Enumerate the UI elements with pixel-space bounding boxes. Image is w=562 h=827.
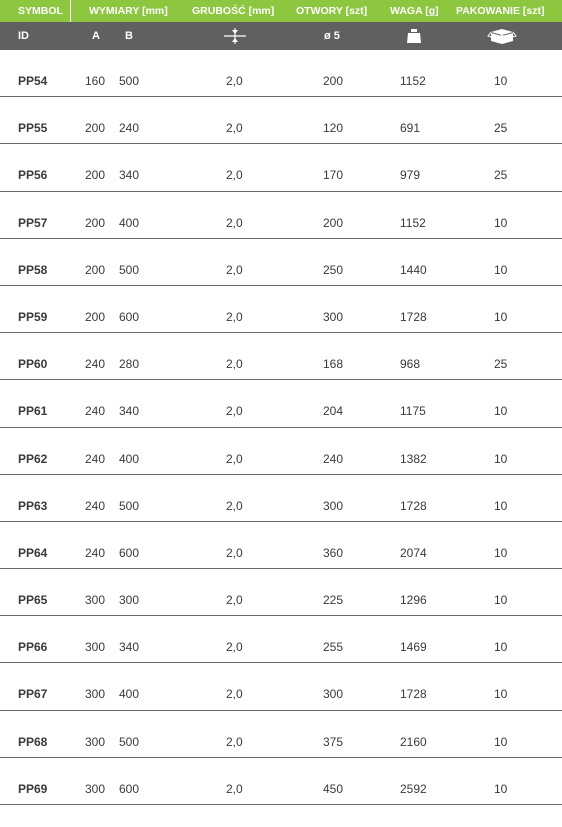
cell-holes: 120 xyxy=(323,121,344,136)
subheader-a: A xyxy=(92,30,100,42)
cell-symbol: PP54 xyxy=(18,74,48,88)
cell-dim-b: 240 xyxy=(119,121,140,136)
header-packaging: PAKOWANIE [szt] xyxy=(456,5,545,17)
cell-holes: 255 xyxy=(323,640,344,655)
cell-dim-a: 300 xyxy=(85,687,106,702)
cell-dim-a: 240 xyxy=(85,498,106,513)
weight-icon xyxy=(406,28,422,44)
cell-dim-b: 600 xyxy=(119,545,140,560)
table-row xyxy=(0,333,562,380)
subheader-b: B xyxy=(125,30,133,42)
cell-symbol: PP65 xyxy=(18,593,48,608)
cell-dim-a: 300 xyxy=(85,640,106,655)
cell-packaging: 10 xyxy=(494,687,508,702)
table-subheader xyxy=(0,22,562,50)
cell-packaging: 10 xyxy=(494,404,508,419)
cell-dim-b: 400 xyxy=(119,451,140,466)
cell-holes: 250 xyxy=(323,262,344,277)
cell-weight: 968 xyxy=(400,357,421,372)
cell-holes: 200 xyxy=(323,215,344,230)
cell-holes: 204 xyxy=(323,404,344,419)
table-row xyxy=(0,616,562,663)
header-weight: WAGA [g] xyxy=(390,5,439,17)
cell-weight: 1440 xyxy=(400,262,427,277)
cell-packaging: 10 xyxy=(494,593,508,608)
cell-dim-a: 240 xyxy=(85,404,106,419)
cell-thickness: 2,0 xyxy=(226,593,243,608)
cell-dim-b: 500 xyxy=(119,262,140,277)
cell-packaging: 10 xyxy=(494,734,508,749)
table-body xyxy=(0,50,562,805)
cell-thickness: 2,0 xyxy=(226,74,243,88)
cell-symbol: PP58 xyxy=(18,262,48,277)
cell-symbol: PP66 xyxy=(18,640,48,655)
cell-holes: 300 xyxy=(323,687,344,702)
cell-weight: 1382 xyxy=(400,451,427,466)
table-row xyxy=(0,428,562,475)
cell-dim-b: 600 xyxy=(119,309,140,324)
cell-packaging: 10 xyxy=(494,215,508,230)
cell-packaging: 10 xyxy=(494,309,508,324)
cell-symbol: PP60 xyxy=(18,357,48,372)
cell-dim-a: 200 xyxy=(85,168,106,183)
cell-weight: 1728 xyxy=(400,498,427,513)
cell-holes: 450 xyxy=(323,781,344,796)
cell-packaging: 25 xyxy=(494,357,508,372)
cell-packaging: 10 xyxy=(494,74,508,88)
cell-thickness: 2,0 xyxy=(226,121,243,136)
cell-dim-b: 280 xyxy=(119,357,140,372)
cell-thickness: 2,0 xyxy=(226,498,243,513)
cell-dim-a: 160 xyxy=(85,74,106,88)
cell-weight: 1728 xyxy=(400,687,427,702)
package-box-icon xyxy=(487,27,517,45)
cell-holes: 200 xyxy=(323,74,344,88)
cell-dim-b: 400 xyxy=(119,687,140,702)
cell-weight: 2160 xyxy=(400,734,427,749)
table-row xyxy=(0,569,562,616)
table-row xyxy=(0,286,562,333)
table-row xyxy=(0,711,562,758)
cell-holes: 170 xyxy=(323,168,344,183)
cell-dim-b: 500 xyxy=(119,734,140,749)
cell-thickness: 2,0 xyxy=(226,734,243,749)
cell-dim-a: 200 xyxy=(85,262,106,277)
cell-dim-b: 600 xyxy=(119,781,140,796)
cell-packaging: 10 xyxy=(494,451,508,466)
cell-dim-b: 340 xyxy=(119,168,140,183)
cell-holes: 300 xyxy=(323,309,344,324)
cell-packaging: 10 xyxy=(494,545,508,560)
cell-weight: 691 xyxy=(400,121,421,136)
cell-symbol: PP57 xyxy=(18,215,48,230)
cell-weight: 2592 xyxy=(400,781,427,796)
cell-weight: 1152 xyxy=(400,74,426,88)
cell-packaging: 25 xyxy=(494,121,508,136)
cell-symbol: PP63 xyxy=(18,498,48,513)
cell-packaging: 10 xyxy=(494,262,508,277)
cell-weight: 2074 xyxy=(400,545,427,560)
cell-dim-a: 300 xyxy=(85,781,106,796)
cell-weight: 1152 xyxy=(400,215,426,230)
table-row xyxy=(0,522,562,569)
cell-dim-b: 500 xyxy=(119,498,140,513)
subheader-id: ID xyxy=(18,30,29,42)
cell-symbol: PP62 xyxy=(18,451,48,466)
cell-symbol: PP67 xyxy=(18,687,48,702)
cell-dim-a: 240 xyxy=(85,451,106,466)
cell-packaging: 10 xyxy=(494,498,508,513)
cell-dim-b: 400 xyxy=(119,215,140,230)
table-row xyxy=(0,663,562,710)
cell-weight: 979 xyxy=(400,168,421,183)
cell-symbol: PP55 xyxy=(18,121,48,136)
cell-symbol: PP56 xyxy=(18,168,48,183)
cell-symbol: PP69 xyxy=(18,781,48,796)
cell-symbol: PP61 xyxy=(18,404,48,419)
cell-dim-b: 500 xyxy=(119,74,140,88)
cell-weight: 1296 xyxy=(400,593,427,608)
table-row xyxy=(0,50,562,97)
cell-dim-a: 300 xyxy=(85,593,106,608)
cell-weight: 1175 xyxy=(400,404,426,419)
table-row xyxy=(0,144,562,191)
table-row xyxy=(0,758,562,805)
cell-dim-a: 200 xyxy=(85,121,106,136)
cell-dim-b: 340 xyxy=(119,640,140,655)
cell-thickness: 2,0 xyxy=(226,687,243,702)
table-row xyxy=(0,239,562,286)
cell-symbol: PP59 xyxy=(18,309,48,324)
table-row xyxy=(0,475,562,522)
cell-holes: 168 xyxy=(323,357,344,372)
cell-dim-a: 240 xyxy=(85,357,106,372)
cell-thickness: 2,0 xyxy=(226,640,243,655)
cell-dim-a: 200 xyxy=(85,215,106,230)
table-row xyxy=(0,192,562,239)
cell-symbol: PP68 xyxy=(18,734,48,749)
cell-thickness: 2,0 xyxy=(226,545,243,560)
cell-holes: 300 xyxy=(323,498,344,513)
subheader-holes-diameter: ø 5 xyxy=(324,30,340,42)
cell-holes: 225 xyxy=(323,593,344,608)
cell-thickness: 2,0 xyxy=(226,215,243,230)
cell-holes: 360 xyxy=(323,545,344,560)
cell-thickness: 2,0 xyxy=(226,404,243,419)
cell-dim-a: 200 xyxy=(85,309,106,324)
header-divider xyxy=(70,0,71,22)
cell-packaging: 10 xyxy=(494,640,508,655)
cell-dim-a: 240 xyxy=(85,545,106,560)
cell-holes: 375 xyxy=(323,734,344,749)
cell-dim-b: 300 xyxy=(119,593,140,608)
cell-packaging: 25 xyxy=(494,168,508,183)
cell-packaging: 10 xyxy=(494,781,508,796)
cell-thickness: 2,0 xyxy=(226,262,243,277)
cell-dim-a: 300 xyxy=(85,734,106,749)
cell-thickness: 2,0 xyxy=(226,309,243,324)
cell-holes: 240 xyxy=(323,451,344,466)
cell-weight: 1469 xyxy=(400,640,427,655)
header-thickness: GRUBOŚĆ [mm] xyxy=(192,5,275,17)
header-symbol: SYMBOL xyxy=(18,5,63,17)
header-holes: OTWORY [szt] xyxy=(296,5,368,17)
cell-thickness: 2,0 xyxy=(226,357,243,372)
cell-thickness: 2,0 xyxy=(226,168,243,183)
table-row xyxy=(0,97,562,144)
thickness-icon xyxy=(224,28,246,44)
cell-weight: 1728 xyxy=(400,309,427,324)
cell-symbol: PP64 xyxy=(18,545,48,560)
table-row xyxy=(0,380,562,427)
cell-dim-b: 340 xyxy=(119,404,140,419)
cell-thickness: 2,0 xyxy=(226,451,243,466)
cell-thickness: 2,0 xyxy=(226,781,243,796)
table-header xyxy=(0,0,562,22)
header-dimensions: WYMIARY [mm] xyxy=(89,5,168,17)
